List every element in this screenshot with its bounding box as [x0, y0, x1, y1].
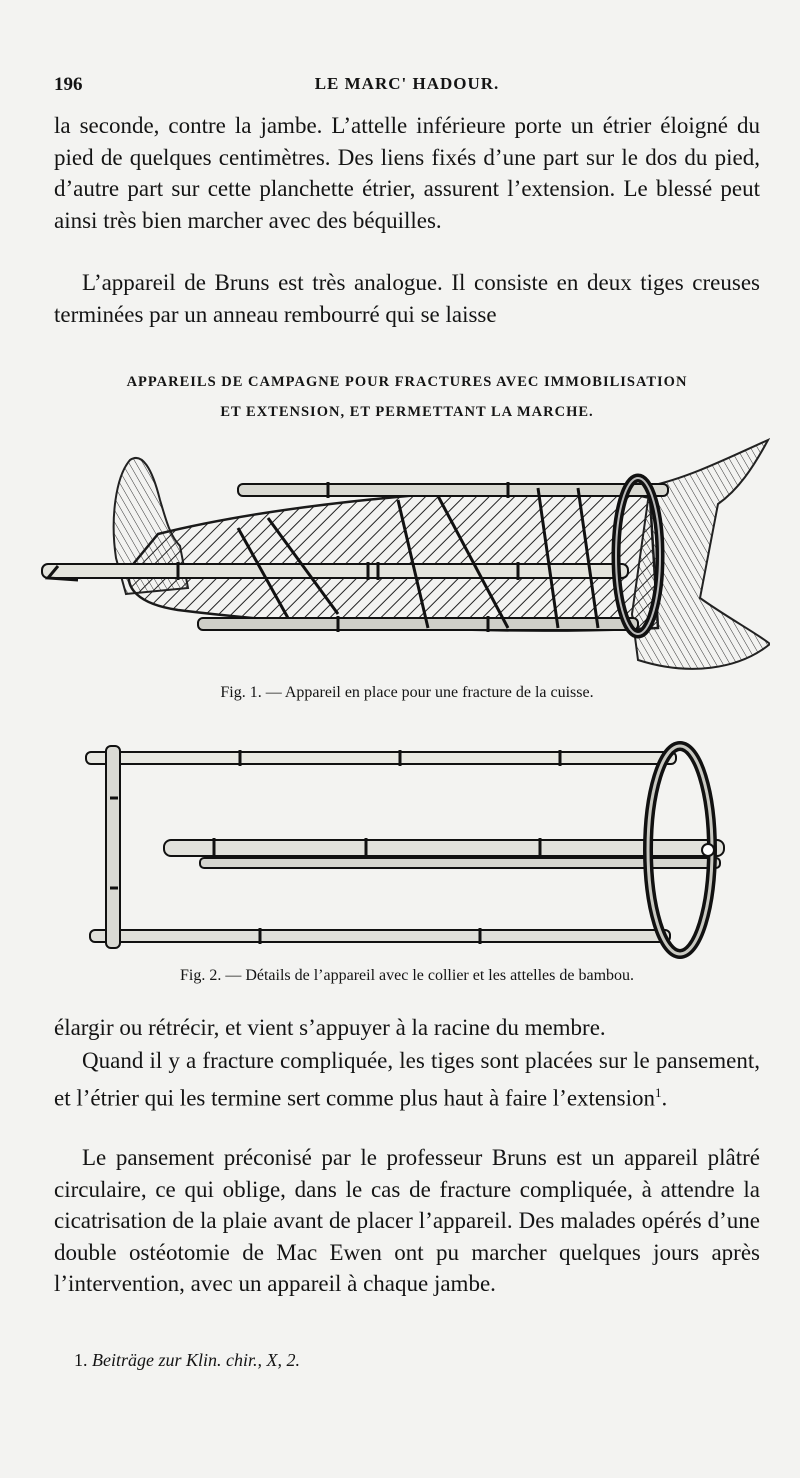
paragraph-bottom-1: élargir ou rétrécir, et vient s’appuyer à la racine du membre.	[54, 1015, 606, 1040]
footnote	[74, 1350, 300, 1371]
paragraph-bottom-2	[54, 1045, 760, 1114]
footnote-text: Beiträge zur Klin. chir., X, 2.	[92, 1350, 300, 1370]
footnote-number: 1.	[74, 1350, 88, 1370]
plate-title-line-2: ET EXTENSION, ET PERMETTANT LA MARCHE.	[220, 404, 594, 420]
running-header	[54, 74, 760, 100]
running-title: LE MARC' HADOUR.	[314, 74, 500, 93]
paragraph-top-1: la seconde, contre la jambe. L’attelle inférieure porte un étrier éloigné du pied de quelques centimètres. Des liens fixés d’une part sur le dos du pied, d’autre part sur cette planchette étrier, assurent l’extension. Le blessé peut ainsi très bien marcher avec des béquilles.	[54, 113, 760, 233]
paragraph-bottom-3: Le pansement préconisé par le professeur Bruns est un appareil plâtré circulaire, ce qui oblige, dans le cas de fracture compliquée, à attendre la cicatrisation de la plaie avant de placer l’appareil. Des malades opérés d’une double ostéotomie de Mac Ewen ont pu marcher quelques jours après l’intervention, avec un appareil à chaque jambe.	[54, 1145, 760, 1296]
figure-1-leg-splint-illustration	[38, 438, 770, 678]
figure-2-caption: Fig. 2. — Détails de l’appareil avec le collier et les attelles de bambou.	[179, 967, 635, 984]
paragraph-top-2: L’appareil de Bruns est très analogue. Il consiste en deux tiges creuses terminées par un anneau rembourré qui se laisse	[54, 270, 760, 327]
figure-2-apparatus-detail-illustration	[80, 738, 730, 964]
paragraph-bottom-2-text: Quand il y a fracture compliquée, les tiges sont placées sur le pansement, et l’étrier qui les termine sert comme plus haut à faire l’extension	[54, 1048, 760, 1111]
figure-1-caption: Fig. 1. — Appareil en place pour une fracture de la cuisse.	[220, 684, 594, 701]
plate-title-line-1: APPAREILS DE CAMPAGNE POUR FRACTURES AVEC IMMOBILISATION	[126, 374, 688, 390]
paragraph-bottom-2-end: .	[661, 1085, 668, 1111]
page-number: 196	[54, 74, 83, 95]
footnote-reference: 1	[654, 1084, 662, 1100]
